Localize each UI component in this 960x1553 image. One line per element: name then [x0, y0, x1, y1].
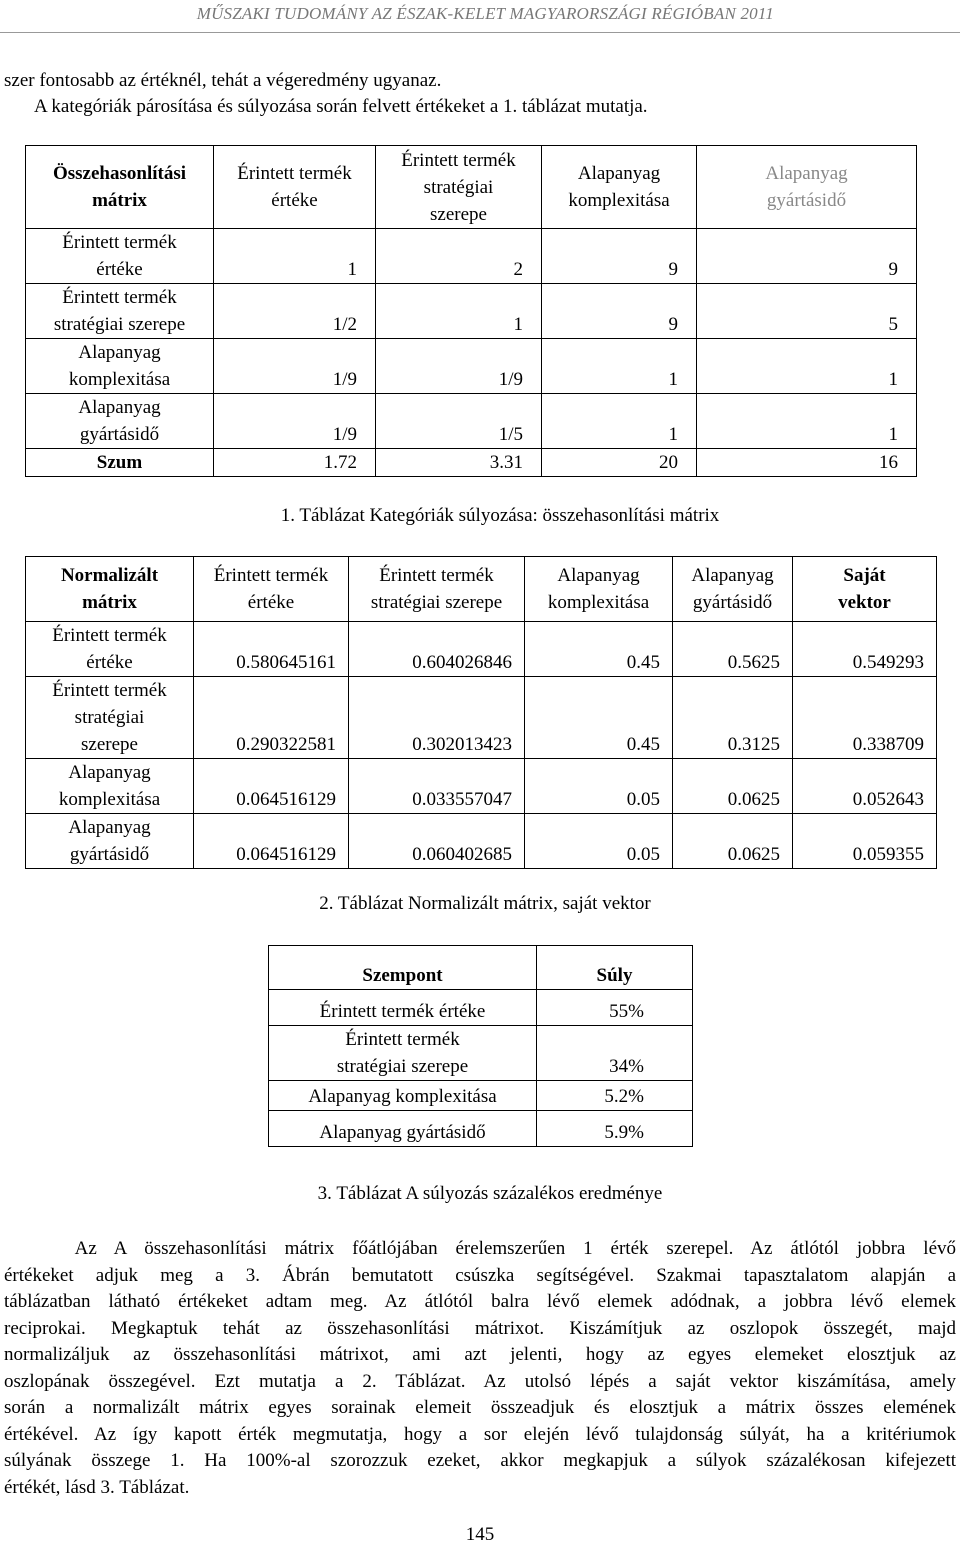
cell-value: 9: [697, 229, 917, 284]
cell-value: 1/9: [376, 339, 542, 394]
cell-value: 0.549293: [793, 622, 937, 677]
table-row: [26, 677, 937, 759]
table-row: [269, 1111, 693, 1147]
weights-table: [268, 945, 693, 1147]
table-row: [26, 814, 937, 869]
table1-col-header: Érintett termék stratégiai szerepe: [376, 146, 542, 229]
paragraph-line: normalizáljuk az összehasonlítási mátrixot, ami azt jelenti, hogy az egyes elemeket elosztjuk az: [4, 1344, 956, 1365]
comparison-matrix-table: [25, 145, 917, 477]
table3-col-header: Súly: [537, 946, 693, 990]
paragraph-line: értékeket adjuk meg a 3. Ábrán bemutatott csúszka segítségével. Szakmai tapasztalatom alapján a: [4, 1264, 956, 1286]
table3-caption: 3. Táblázat A súlyozás százalékos eredménye: [317, 1183, 663, 1204]
row-label: Alapanyag komplexitása: [26, 759, 194, 814]
sum-value: 20: [542, 449, 697, 477]
table-row: [26, 394, 917, 449]
paragraph-line: reciprokai. Megkaptuk tehát az összehasonlítási mátrixot. Kiszámítjuk az oszlopok összegét, majd: [4, 1317, 956, 1339]
page-number: 145: [465, 1524, 495, 1545]
paragraph-line: értékével. Az így kapott érték megmutatja, hogy a sor elején lévő tulajdonság súlyát, ha a kritériumok: [4, 1423, 956, 1445]
row-label: Alapanyag gyártásidő: [26, 394, 214, 449]
row-label: Alapanyag gyártásidő: [269, 1111, 537, 1147]
cell-value: 0.064516129: [194, 814, 349, 869]
table-row: [26, 284, 917, 339]
cell-value: 0.604026846: [349, 622, 525, 677]
cell-value: 1: [542, 394, 697, 449]
intro-line-2: A kategóriák párosítása és súlyozása során felvett értékeket a 1. táblázat mutatja.: [34, 96, 648, 117]
row-label: Alapanyag komplexitása: [26, 339, 214, 394]
table1-col-header: Érintett termék értéke: [214, 146, 376, 229]
cell-value: 0.5625: [673, 622, 793, 677]
paragraph-line: oszlopának összegével. Ezt mutatja a 2. Táblázat. Az utolsó lépés a saját vektor kiszámítása, amely: [4, 1370, 956, 1392]
table-row: [269, 1081, 693, 1111]
cell-value: 9: [542, 284, 697, 339]
table1-caption: 1. Táblázat Kategóriák súlyozása: összehasonlítási mátrix: [280, 505, 720, 526]
row-label: Alapanyag komplexitása: [269, 1081, 537, 1111]
cell-value: 5.2%: [537, 1081, 693, 1111]
table-row: [26, 229, 917, 284]
cell-value: 9: [542, 229, 697, 284]
cell-value: 1: [697, 394, 917, 449]
table1-col-header: Alapanyag komplexitása: [542, 146, 697, 229]
cell-value: 34%: [537, 1026, 693, 1081]
sum-label: Szum: [26, 449, 214, 477]
cell-value: 0.45: [525, 677, 673, 759]
cell-value: 0.059355: [793, 814, 937, 869]
paragraph-line: értékét, lásd 3. Táblázat.: [4, 1476, 190, 1498]
cell-value: 1: [214, 229, 376, 284]
table2-col-header: Alapanyag gyártásidő: [673, 557, 793, 622]
cell-value: 0.45: [525, 622, 673, 677]
cell-value: 1: [697, 339, 917, 394]
table3-col-header: Szempont: [269, 946, 537, 990]
paragraph-line: Az A összehasonlítási mátrix főátlójában érelemszerűen 1 érték szerepel. Az átlótól jobbra lévő: [4, 1238, 956, 1259]
cell-value: 0.580645161: [194, 622, 349, 677]
cell-value: 5.9%: [537, 1111, 693, 1147]
cell-value: 0.3125: [673, 677, 793, 759]
cell-value: 1/5: [376, 394, 542, 449]
cell-value: 1/2: [214, 284, 376, 339]
cell-value: 1/9: [214, 339, 376, 394]
table-row: [26, 622, 937, 677]
cell-value: 0.060402685: [349, 814, 525, 869]
cell-value: 55%: [537, 990, 693, 1026]
table-row: [26, 759, 937, 814]
cell-value: 1: [542, 339, 697, 394]
cell-value: 2: [376, 229, 542, 284]
normalized-matrix-table: [25, 556, 937, 869]
row-label: Alapanyag gyártásidő: [26, 814, 194, 869]
sum-value: 1.72: [214, 449, 376, 477]
row-label: Érintett termék értéke: [269, 990, 537, 1026]
table2-corner-cell: Normalizált mátrix: [26, 557, 194, 622]
table2-col-header: Érintett termék stratégiai szerepe: [349, 557, 525, 622]
cell-value: 0.0625: [673, 759, 793, 814]
cell-value: 0.033557047: [349, 759, 525, 814]
table-row: [26, 339, 917, 394]
row-label: Érintett termék értéke: [26, 622, 194, 677]
sum-value: 16: [697, 449, 917, 477]
paragraph-line: táblázatban látható értékeket adtam meg. Az átlótól balra lévő elemek adódnak, a jobbra lévő elemek: [4, 1291, 956, 1312]
table2-header-row: [26, 557, 937, 622]
table2-col-header: Alapanyag komplexitása: [525, 557, 673, 622]
cell-value: 0.052643: [793, 759, 937, 814]
table3-header-row: [269, 946, 693, 990]
table1-col-header: Alapanyag gyártásidő: [697, 146, 917, 229]
sum-row: [26, 449, 917, 477]
cell-value: 0.302013423: [349, 677, 525, 759]
paragraph-line: súlyának összege 1. Ha 100%-al szorozzuk ezeket, akkor megkapjuk a súlyok százalékosan kifejezett: [4, 1450, 956, 1471]
table2-col-header: Saját vektor: [793, 557, 937, 622]
cell-value: 5: [697, 284, 917, 339]
table1-corner-cell: Összehasonlítási mátrix: [26, 146, 214, 229]
sum-value: 3.31: [376, 449, 542, 477]
header-rule: [0, 32, 960, 33]
row-label: Érintett termék stratégiai szerepe: [26, 677, 194, 759]
table1-header-row: [26, 146, 917, 229]
body-paragraph: [4, 1236, 956, 1501]
intro-text: [4, 68, 648, 120]
journal-header: MŰSZAKI TUDOMÁNY AZ ÉSZAK-KELET MAGYARORSZÁGI RÉGIÓBAN 2011: [196, 4, 774, 23]
cell-value: 0.05: [525, 814, 673, 869]
cell-value: 1/9: [214, 394, 376, 449]
cell-value: 0.05: [525, 759, 673, 814]
cell-value: 1: [376, 284, 542, 339]
table2-caption: 2. Táblázat Normalizált mátrix, saját vektor: [319, 893, 651, 914]
cell-value: 0.338709: [793, 677, 937, 759]
cell-value: 0.0625: [673, 814, 793, 869]
table-row: [269, 1026, 693, 1081]
row-label: Érintett termék stratégiai szerepe: [26, 284, 214, 339]
paragraph-line: során a normalizált mátrix egyes sorainak elemeit összeadjuk és elosztjuk a mátrix összes elemének: [4, 1397, 956, 1418]
cell-value: 0.064516129: [194, 759, 349, 814]
table-row: [269, 990, 693, 1026]
table2-col-header: Érintett termék értéke: [194, 557, 349, 622]
row-label: Érintett termék értéke: [26, 229, 214, 284]
row-label: Érintett termék stratégiai szerepe: [269, 1026, 537, 1081]
intro-line-1: szer fontosabb az értéknél, tehát a végeredmény ugyanaz.: [4, 70, 442, 91]
cell-value: 0.290322581: [194, 677, 349, 759]
